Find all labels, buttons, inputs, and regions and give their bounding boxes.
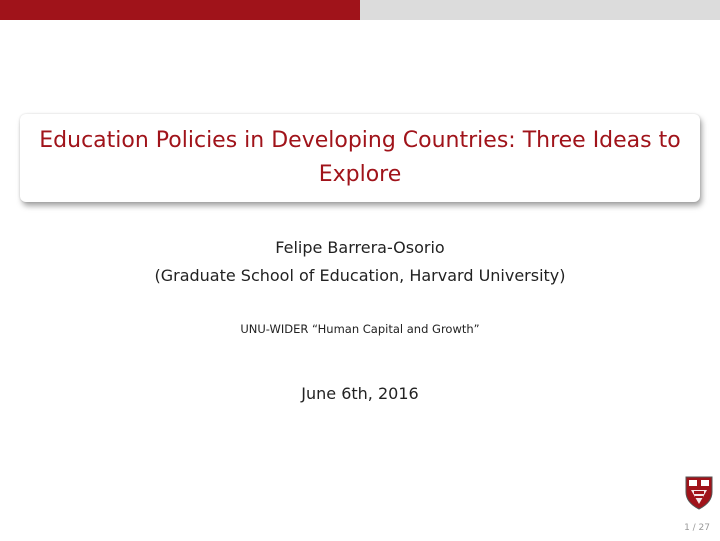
harvard-shield-icon: [685, 476, 713, 510]
author-affiliation: (Graduate School of Education, Harvard University): [154, 266, 566, 285]
progress-bar: [0, 0, 720, 20]
presentation-date: June 6th, 2016: [301, 384, 419, 403]
event-name: UNU-WIDER “Human Capital and Growth”: [240, 322, 480, 336]
progress-bar-fill: [0, 0, 360, 20]
page-number: 1 / 27: [684, 523, 710, 533]
title-box: [20, 114, 700, 202]
author-name: Felipe Barrera-Osorio: [275, 238, 445, 257]
slide-title: Education Policies in Developing Countries: Three Ideas to Explore: [39, 128, 681, 187]
